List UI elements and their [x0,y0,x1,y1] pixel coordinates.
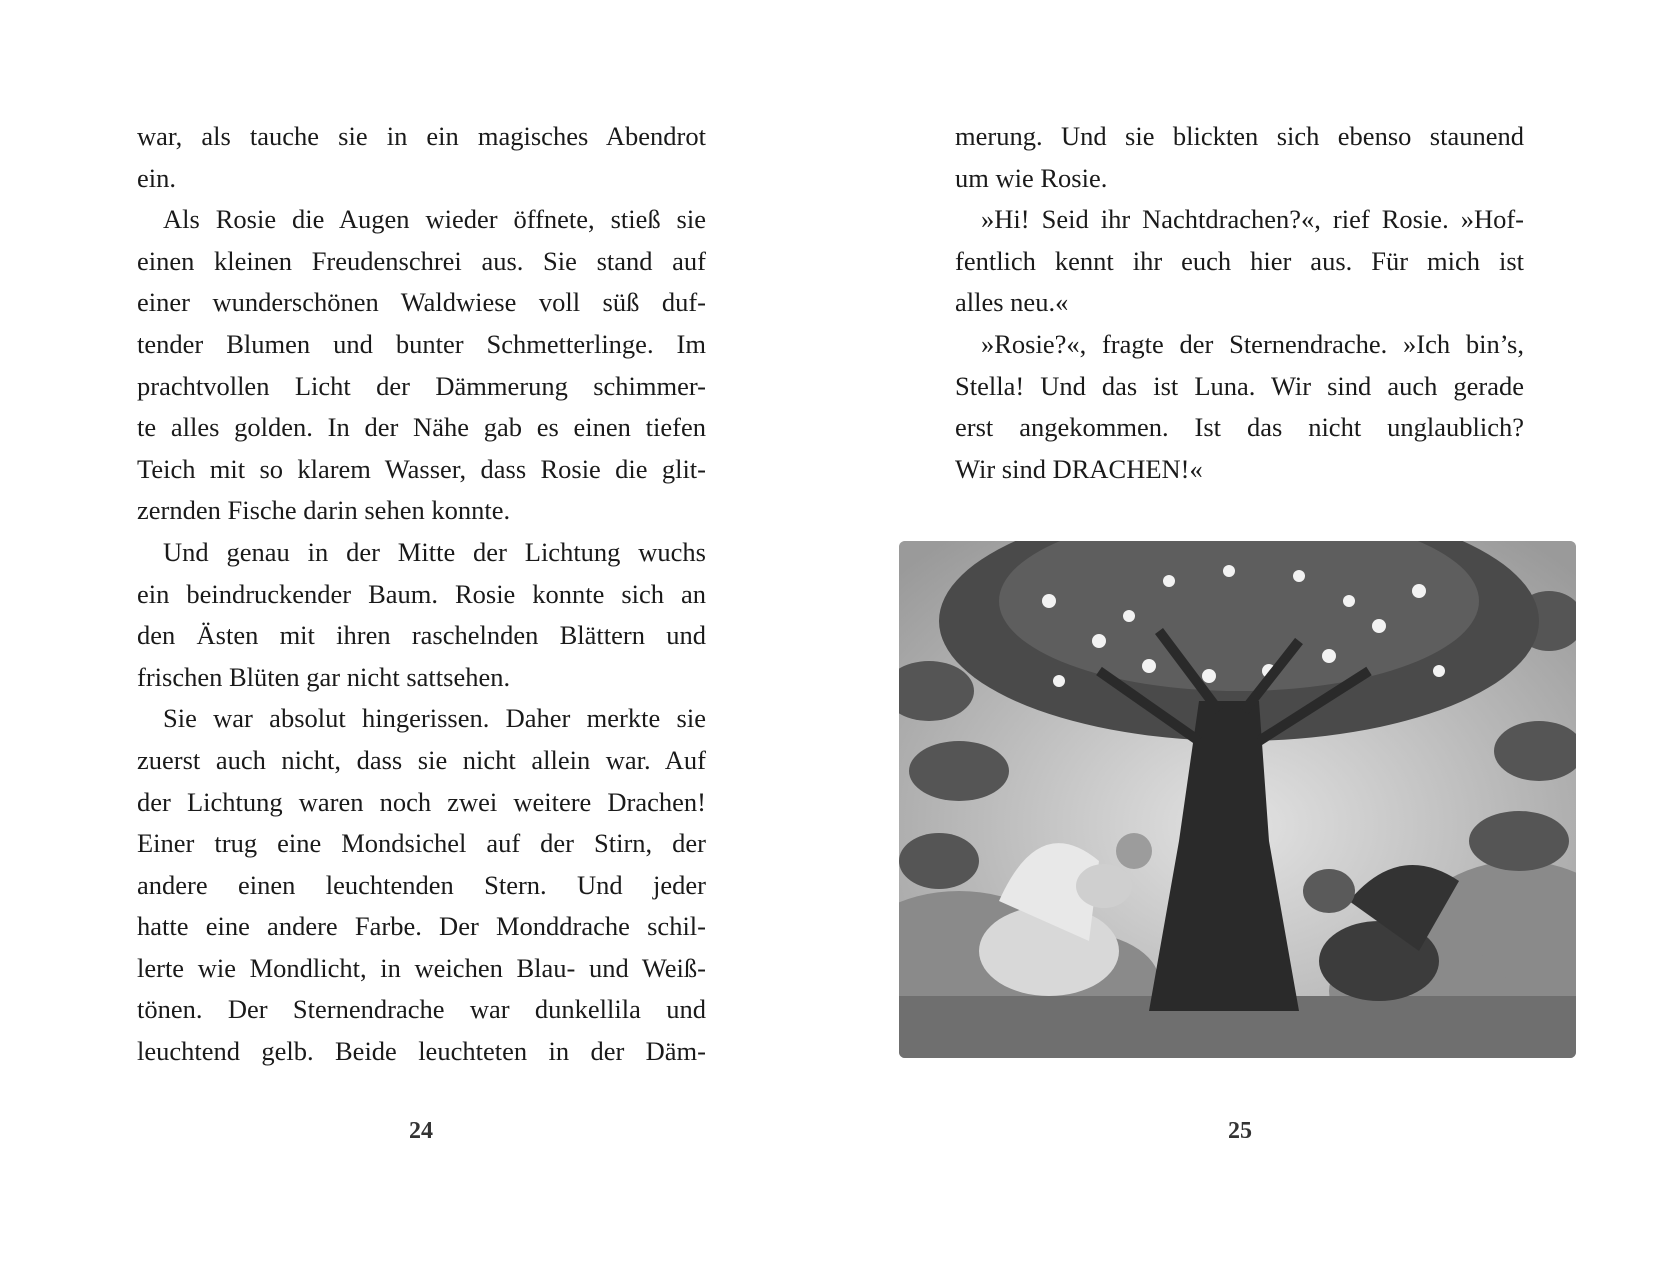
text-line: Und genau in der Mitte der Lichtung wuchs [163,536,706,567]
left-page-text [137,116,706,1073]
text-line: te alles golden. In der Nähe gab es einen tiefen [137,412,706,443]
text-line: Einer trug eine Mondsichel auf der Stirn, der [137,828,706,859]
text-line: ein. [137,162,176,193]
text-line: fentlich kennt ihr euch hier aus. Für mich ist [955,245,1524,276]
text-line: Sie war absolut hingerissen. Daher merkte sie [163,703,706,734]
text-line: Wir sind DRACHEN!« [955,453,1203,484]
text-line: merung. Und sie blickten sich ebenso staunend [955,121,1524,151]
text-line: alles neu.« [955,287,1069,318]
tree-dragons-image [899,541,1576,1058]
text-line: einen kleinen Freudenschrei aus. Sie stand auf [137,245,706,276]
text-line: tender Blumen und bunter Schmetterlinge. Im [137,328,706,359]
text-line: hatte eine andere Farbe. Der Monddrache schil- [137,911,706,942]
page-number-left: 24 [409,1118,433,1144]
text-line: frischen Blüten gar nicht sattsehen. [137,661,511,692]
text-line: Als Rosie die Augen wieder öffnete, stieß sie [163,204,706,235]
text-line: zernden Fische darin sehen konnte. [137,495,511,526]
text-line: »Hi! Seid ihr Nachtdrachen?«, rief Rosie. »Hof- [981,204,1524,235]
text-line: zuerst auch nicht, dass sie nicht allein war. Auf [137,744,706,775]
text-line: der Lichtung waren noch zwei weitere Drachen! [137,786,706,817]
text-line: prachtvollen Licht der Dämmerung schimmer- [137,370,706,401]
text-line: um wie Rosie. [955,162,1108,193]
text-line: »Rosie?«, fragte der Sternendrache. »Ich bin’s, [981,328,1524,359]
page-number-right: 25 [1228,1118,1252,1144]
text-line: tönen. Der Sternendrache war dunkellila und [137,994,706,1025]
text-line: lerte wie Mondlicht, in weichen Blau- und Weiß- [137,952,706,983]
text-line: leuchtend gelb. Beide leuchteten in der Däm- [137,1036,706,1067]
text-line: den Ästen mit ihren raschelnden Blättern und [137,620,706,651]
text-line: einer wunderschönen Waldwiese voll süß duf- [137,287,706,318]
text-line: Stella! Und das ist Luna. Wir sind auch gerade [955,370,1524,401]
illustration-dragons-under-tree [899,541,1576,1058]
right-page-text [955,116,1524,490]
text-line: war, als tauche sie in ein magisches Abendrot [137,121,706,151]
text-line: ein beindruckender Baum. Rosie konnte sich an [137,578,706,609]
text-line: andere einen leuchtenden Stern. Und jeder [137,869,706,900]
text-line: erst angekommen. Ist das nicht unglaublich? [955,412,1524,443]
text-line: Teich mit so klarem Wasser, dass Rosie die glit- [137,453,706,484]
